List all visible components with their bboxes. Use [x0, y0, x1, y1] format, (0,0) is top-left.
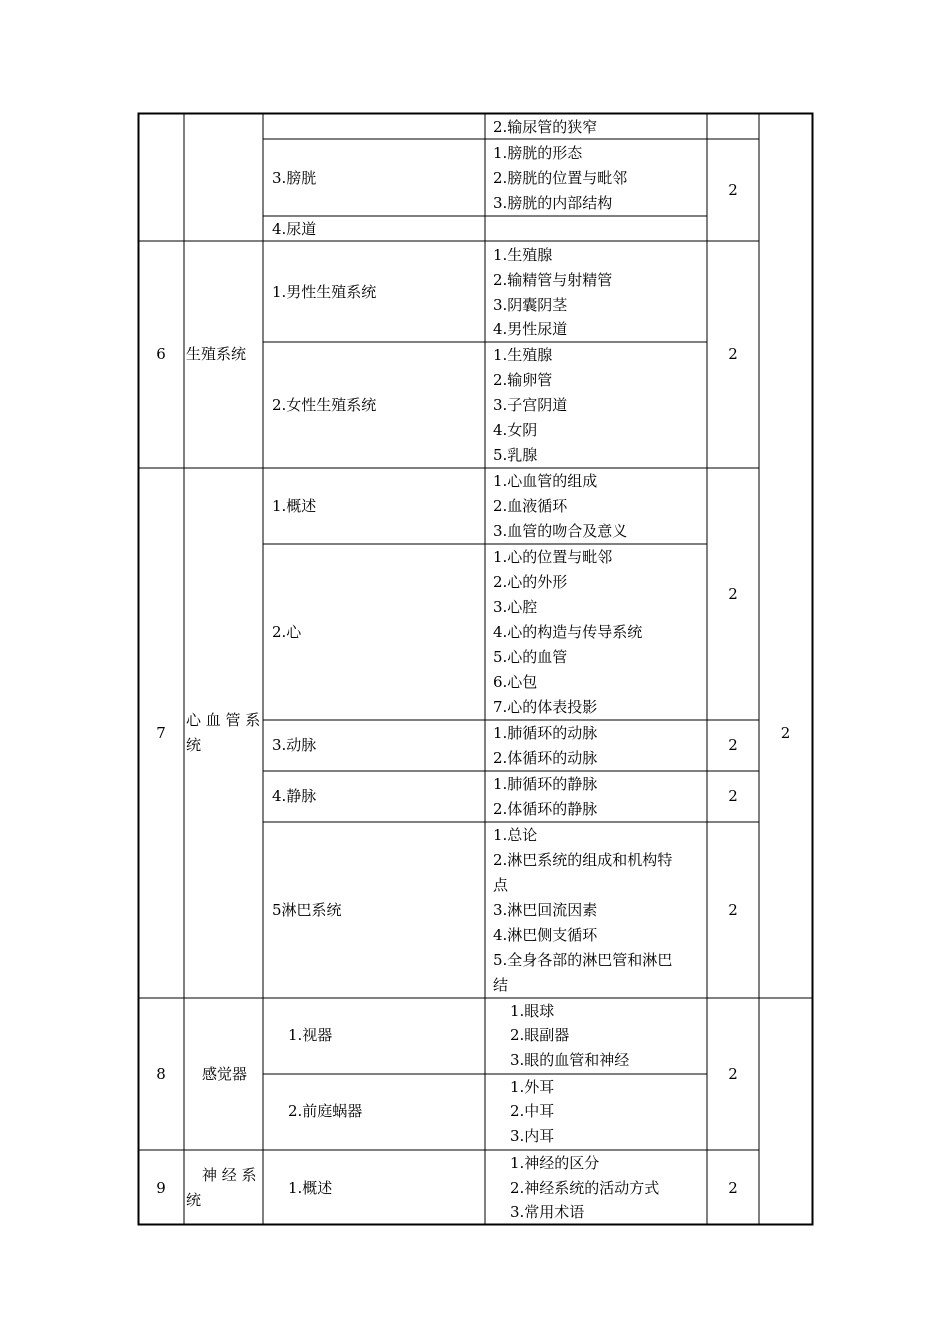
row-number: 9: [156, 1179, 166, 1197]
item-text: 5.心的血管: [493, 648, 568, 666]
topic-title: 1.视器: [288, 1026, 333, 1044]
item-text: 2.淋巴系统的组成和机构特: [493, 851, 673, 869]
hours-cell: 2: [728, 901, 738, 919]
row-number: 7: [156, 724, 166, 742]
system-name: 生殖系统: [186, 345, 247, 363]
topic-title: 1.男性生殖系统: [272, 283, 377, 301]
item-text: 2.心的外形: [493, 573, 568, 591]
topic-title: 2.前庭蜗器: [288, 1102, 363, 1120]
hours-cell: 2: [728, 1179, 738, 1197]
item-text: 6.心包: [493, 673, 538, 691]
item-text: 1.神经的区分: [510, 1154, 600, 1172]
hours-cell: 2: [728, 787, 738, 805]
system-name: 统: [186, 1191, 202, 1209]
item-text: 2.神经系统的活动方式: [510, 1179, 660, 1197]
item-text: 1.膀胱的形态: [493, 144, 583, 162]
topic-title: 3.膀胱: [272, 169, 317, 187]
topic-title: 4.尿道: [272, 220, 317, 238]
item-text: 2.体循环的动脉: [493, 749, 598, 767]
item-text: 2.眼副器: [510, 1026, 570, 1044]
item-text: 2.血液循环: [493, 497, 568, 515]
system-name: 心 血 管 系: [186, 711, 261, 729]
item-text: 5.全身各部的淋巴管和淋巴: [493, 951, 673, 969]
item-text: 2.体循环的静脉: [493, 800, 598, 818]
row-number: 6: [156, 345, 166, 363]
item-text: 1.总论: [493, 826, 538, 844]
hours-cell: 2: [728, 736, 738, 754]
hours-cell: 2: [728, 181, 738, 199]
topic-title: 1.概述: [272, 497, 317, 515]
topic-title: 5淋巴系统: [272, 901, 342, 919]
topic-title: 1.概述: [288, 1179, 333, 1197]
item-text: 4.淋巴侧支循环: [493, 926, 598, 944]
item-text: 1.生殖腺: [493, 246, 553, 264]
item-text: 1.肺循环的静脉: [493, 775, 598, 793]
hours-cell: 2: [728, 1065, 738, 1083]
topic-title: 3.动脉: [272, 736, 317, 754]
item-text: 3.血管的吻合及意义: [493, 522, 628, 540]
item-text: 2.中耳: [510, 1102, 555, 1120]
item-text: 3.眼的血管和神经: [510, 1051, 630, 1069]
total-hours-cell: 2: [780, 724, 791, 742]
item-text: 3.子宫阴道: [493, 396, 568, 414]
item-text: 1.生殖腺: [493, 346, 553, 364]
item-text: 1.外耳: [510, 1078, 555, 1096]
item-text: 1.眼球: [510, 1002, 555, 1020]
item-text: 3.淋巴回流因素: [493, 901, 598, 919]
row-number: 8: [156, 1065, 166, 1083]
item-text: 5.乳腺: [493, 446, 538, 464]
item-text: 3.阴囊阴茎: [493, 296, 568, 314]
item-text: 4.男性尿道: [493, 320, 568, 338]
topic-title: 2.心: [272, 623, 302, 641]
item-text: 结: [493, 976, 509, 994]
item-text: 2.输尿管的狭窄: [493, 118, 598, 136]
item-text: 1.肺循环的动脉: [493, 724, 598, 742]
topic-title: 4.静脉: [272, 787, 317, 805]
item-text: 2.输精管与射精管: [493, 271, 613, 289]
item-text: 7.心的体表投影: [493, 698, 598, 716]
item-text: 1.心的位置与毗邻: [493, 548, 613, 566]
item-text: 2.输卵管: [493, 371, 553, 389]
hours-cell: 2: [728, 585, 738, 603]
topic-title: 2.女性生殖系统: [272, 396, 377, 414]
item-text: 3.心腔: [493, 598, 538, 616]
item-text: 2.膀胱的位置与毗邻: [493, 169, 628, 187]
item-text: 1.心血管的组成: [493, 472, 598, 490]
item-text: 4.女阴: [493, 421, 538, 439]
item-text: 3.常用术语: [510, 1203, 585, 1221]
item-text: 3.内耳: [510, 1127, 555, 1145]
item-text: 点: [493, 876, 509, 894]
system-name: 神 经 系: [202, 1166, 257, 1184]
system-name: 感觉器: [202, 1065, 248, 1083]
hours-cell: 2: [728, 345, 738, 363]
item-text: 4.心的构造与传导系统: [493, 623, 643, 641]
item-text: 3.膀胱的内部结构: [493, 194, 613, 212]
system-name: 统: [186, 736, 202, 754]
